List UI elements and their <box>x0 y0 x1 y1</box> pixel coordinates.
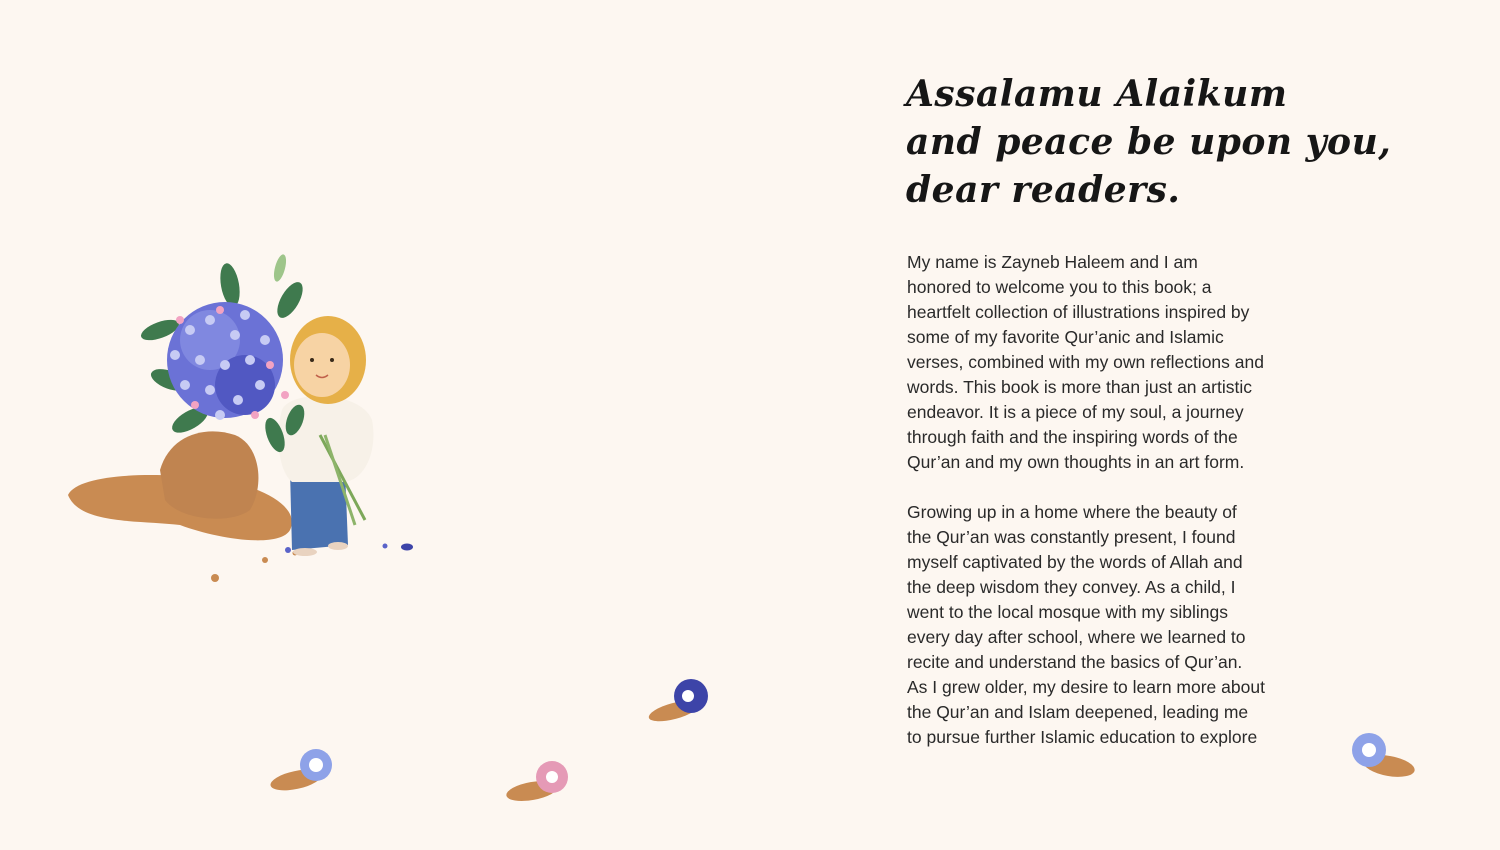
text-line: Qur’an and my own thoughts in an art form. <box>907 452 1245 472</box>
text-line: verses, combined with my own reflections and <box>907 352 1264 372</box>
heading-line: and peace be upon you, <box>906 121 1392 163</box>
dirt-pile <box>160 431 258 518</box>
text-line: the deep wisdom they convey. As a child, I <box>907 577 1236 597</box>
text-line: went to the local mosque with my siblings <box>907 602 1228 622</box>
text-line: As I grew older, my desire to learn more about <box>907 677 1265 697</box>
text-line: endeavor. It is a piece of my soul, a journey <box>907 402 1244 422</box>
text-line: the Qur’an was constantly present, I found <box>907 527 1236 547</box>
text-line: myself captivated by the words of Allah and <box>907 552 1243 572</box>
heading-line: Assalamu Alaikum <box>906 73 1288 115</box>
girl-with-flowers-illustration <box>60 220 430 600</box>
flower-blue-small-left <box>268 745 343 795</box>
text-line: My name is Zayneb Haleem and I am <box>907 252 1198 272</box>
text-line: recite and understand the basics of Qur’an. <box>907 652 1243 672</box>
heading-line: dear readers. <box>906 169 1181 211</box>
paragraph-1 <box>907 250 1307 475</box>
body-text <box>907 250 1307 750</box>
text-line: the Qur’an and Islam deepened, leading me <box>907 702 1249 722</box>
page-heading <box>906 70 1392 214</box>
text-line: Growing up in a home where the beauty of <box>907 502 1237 522</box>
flower-blue-small-right <box>1343 730 1423 785</box>
text-line: heartfelt collection of illustrations inspired by <box>907 302 1250 322</box>
girl-face <box>294 333 350 397</box>
text-line: every day after school, where we learned to <box>907 627 1246 647</box>
text-line: honored to welcome you to this book; a <box>907 277 1212 297</box>
flower-blue-dark <box>646 676 721 726</box>
text-line: some of my favorite Qur’anic and Islamic <box>907 327 1224 347</box>
text-line: words. This book is more than just an artistic <box>907 377 1252 397</box>
paragraph-2 <box>907 500 1307 750</box>
text-line: through faith and the inspiring words of the <box>907 427 1238 447</box>
text-line: to pursue further Islamic education to explore <box>907 727 1258 747</box>
flower-pink <box>502 755 577 805</box>
hydrangea-bouquet <box>167 302 289 420</box>
